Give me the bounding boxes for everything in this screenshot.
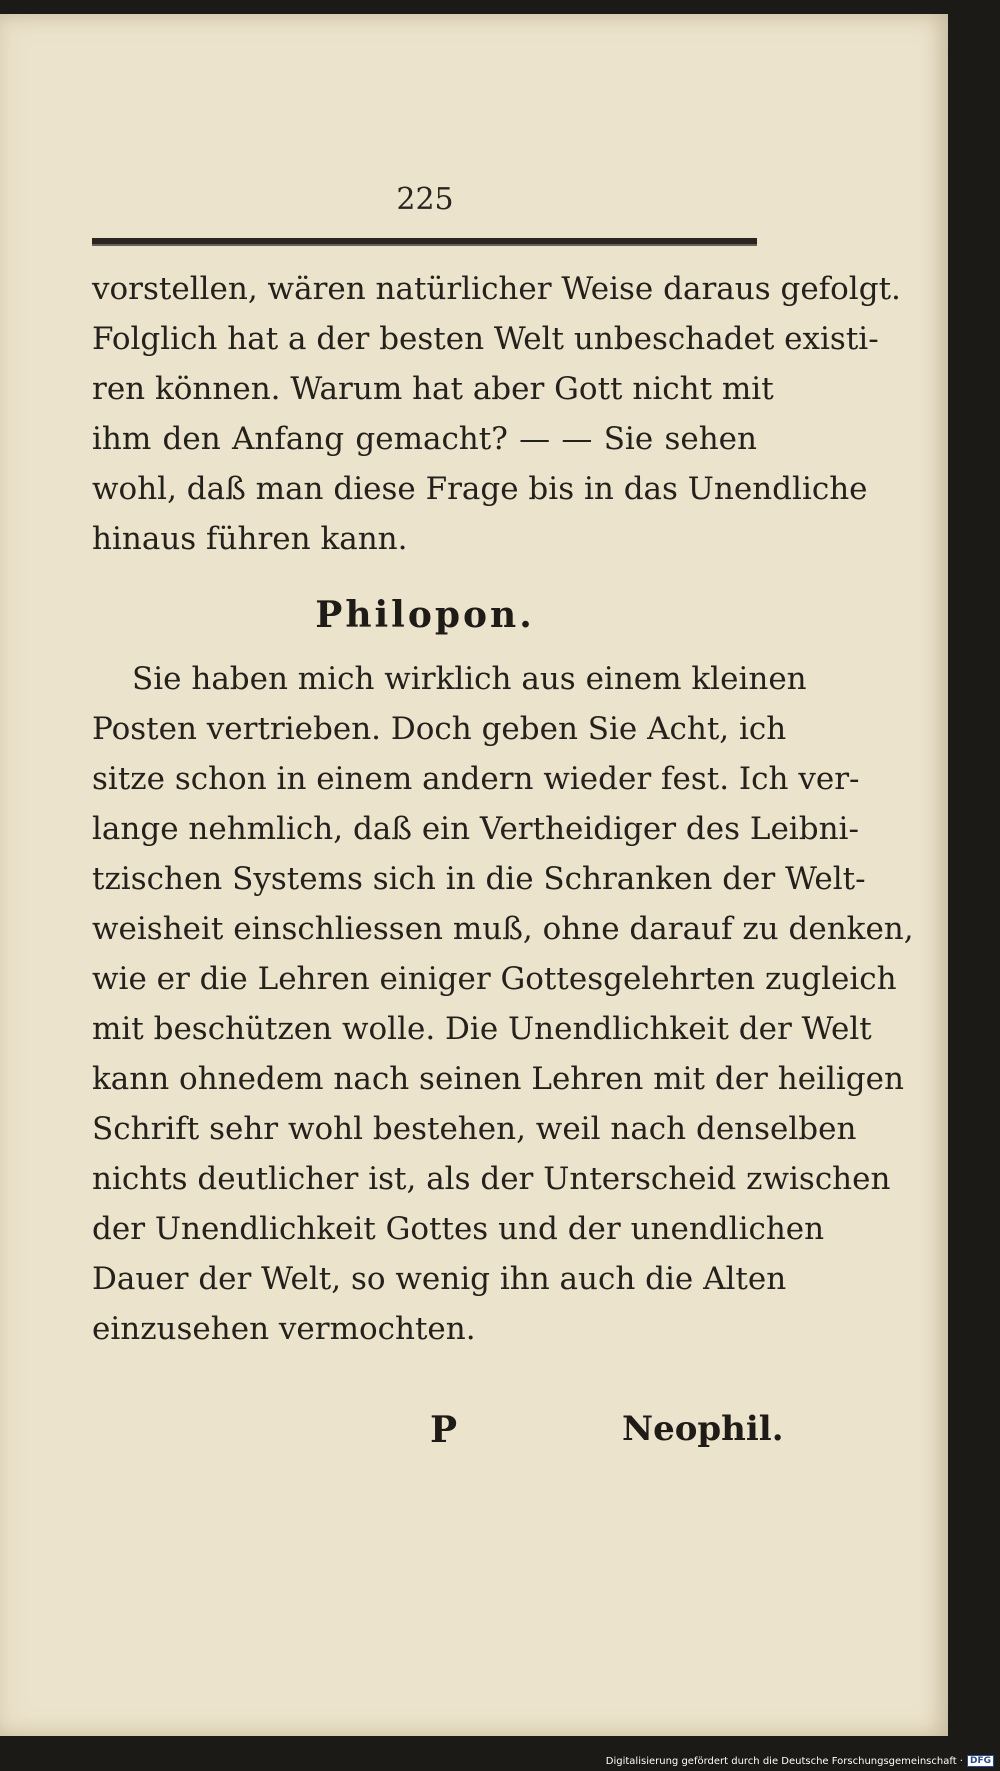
digitization-footer bbox=[606, 1755, 994, 1767]
signature-mark: P bbox=[430, 1409, 458, 1451]
text-line: tzischen Systems sich in die Schranken der Welt- bbox=[92, 861, 866, 897]
header-rule bbox=[92, 238, 757, 246]
text-line: wie er die Lehren einiger Gottesgelehrten zugleich bbox=[92, 961, 897, 997]
dfg-logo-icon: DFG bbox=[967, 1755, 994, 1767]
text-line: hinaus führen kann. bbox=[92, 521, 408, 557]
text-line: Sie haben mich wirklich aus einem kleinen bbox=[132, 661, 807, 697]
paragraph-1 bbox=[92, 264, 901, 564]
text-line: einzusehen vermochten. bbox=[92, 1311, 476, 1347]
text-line: ihm den Anfang gemacht? — — Sie sehen bbox=[92, 421, 757, 457]
text-line: lange nehmlich, daß ein Vertheidiger des Leibni- bbox=[92, 811, 859, 847]
catchword: Neophil. bbox=[622, 1409, 784, 1449]
text-line: der Unendlichkeit Gottes und der unendlichen bbox=[92, 1211, 825, 1247]
text-line: Dauer der Welt, so wenig ihn auch die Alten bbox=[92, 1261, 787, 1297]
text-line: weisheit einschliessen muß, ohne darauf zu denken, bbox=[92, 911, 914, 947]
book-page bbox=[0, 14, 948, 1736]
text-line: Posten vertrieben. Doch geben Sie Acht, ich bbox=[92, 711, 787, 747]
text-line: sitze schon in einem andern wieder fest. Ich ver- bbox=[92, 761, 860, 797]
paragraph-2 bbox=[92, 654, 914, 1354]
text-line: mit beschützen wolle. Die Unendlichkeit der Welt bbox=[92, 1011, 872, 1047]
footer-text: Digitalisierung gefördert durch die Deutsche Forschungsgemeinschaft · bbox=[605, 1755, 963, 1767]
text-line: nichts deutlicher ist, als der Unterscheid zwischen bbox=[92, 1161, 891, 1197]
text-line: ren können. Warum hat aber Gott nicht mit bbox=[92, 371, 774, 407]
page-number: 225 bbox=[396, 182, 454, 217]
text-line: Folglich hat a der besten Welt unbeschadet existi- bbox=[92, 321, 879, 357]
text-line: kann ohnedem nach seinen Lehren mit der heiligen bbox=[92, 1061, 904, 1097]
speaker-heading: Philopon. bbox=[315, 594, 535, 636]
text-line: wohl, daß man diese Frage bis in das Unendliche bbox=[92, 471, 868, 507]
text-line: vorstellen, wären natürlicher Weise daraus gefolgt. bbox=[92, 271, 901, 307]
text-line: Schrift sehr wohl bestehen, weil nach denselben bbox=[92, 1111, 857, 1147]
